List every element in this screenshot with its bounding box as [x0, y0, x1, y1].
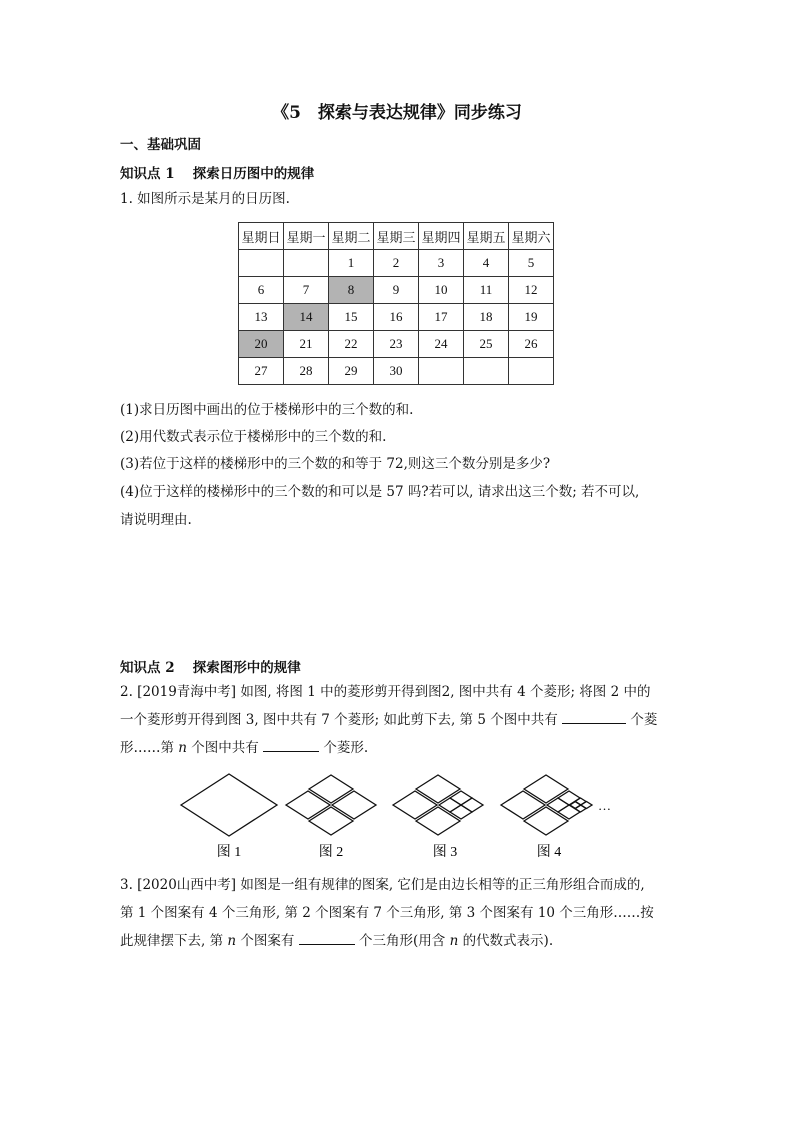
calendar-cell: 25	[464, 331, 509, 358]
calendar-cell: 8	[329, 277, 374, 304]
calendar-header-row	[239, 223, 554, 250]
calendar-cell	[284, 250, 329, 277]
calendar-cell: 5	[509, 250, 554, 277]
calendar-header-cell: 星期四	[419, 223, 464, 250]
answer-blank[interactable]	[562, 711, 626, 724]
calendar-cell: 29	[329, 358, 374, 385]
rhombus-shape	[309, 807, 353, 835]
calendar-cell: 12	[509, 277, 554, 304]
variable-n: n	[178, 740, 187, 756]
question-3-text: 个三角形(用含	[358, 933, 446, 949]
question-1-part-1: (1)求日历图中画出的位于楼梯形中的三个数的和.	[120, 402, 414, 418]
question-2-text: 一个菱形剪开得到图 3, 图中共有 7 个菱形; 如此剪下去, 第 5 个图中共有	[120, 712, 558, 728]
knowledge-point-2: 知识点 2 探索图形中的规律	[120, 660, 301, 676]
question-1-stem: 1. 如图所示是某月的日历图.	[120, 191, 290, 207]
calendar-cell: 7	[284, 277, 329, 304]
rhombus-shape	[524, 807, 568, 835]
question-3-line-1: 3. [2020山西中考] 如图是一组有规律的图案, 它们是由边长相等的正三角形组合而成的,	[120, 877, 645, 893]
calendar-header-cell: 星期三	[374, 223, 419, 250]
rhombus-shape	[286, 791, 330, 819]
rhombus-shape	[309, 775, 353, 803]
rhombus-shape	[332, 791, 376, 819]
answer-blank[interactable]	[263, 739, 319, 752]
calendar-cell: 26	[509, 331, 554, 358]
calendar-cell: 24	[419, 331, 464, 358]
calendar-cell: 3	[419, 250, 464, 277]
calendar-cell: 10	[419, 277, 464, 304]
question-1-part-3: (3)若位于这样的楼梯形中的三个数的和等于 72,则这三个数分别是多少?	[120, 456, 551, 472]
calendar-cell: 19	[509, 304, 554, 331]
question-2-text: 形……第	[120, 740, 174, 756]
calendar-row	[239, 250, 554, 277]
question-2-line-1: 2. [2019青海中考] 如图, 将图 1 中的菱形剪开得到图2, 图中共有 4 个菱形; 将图 2 中的	[120, 684, 651, 700]
calendar-cell	[464, 358, 509, 385]
page-title: 《5 探索与表达规律》同步练习	[272, 103, 522, 123]
calendar-cell: 22	[329, 331, 374, 358]
rhombus-shape	[581, 802, 592, 809]
rhombus-figures	[170, 770, 630, 865]
rhombus-shape	[501, 791, 545, 819]
question-1-part-2: (2)用代数式表示位于楼梯形中的三个数的和.	[120, 429, 387, 445]
calendar-cell: 18	[464, 304, 509, 331]
calendar-cell: 21	[284, 331, 329, 358]
calendar-header-cell: 星期五	[464, 223, 509, 250]
rhombus-shape	[524, 775, 568, 803]
rhombus-shape	[461, 798, 483, 812]
calendar-cell: 9	[374, 277, 419, 304]
figure-label: 图 2	[318, 845, 344, 860]
variable-n: n	[449, 933, 459, 949]
rhombus-shape	[416, 775, 460, 803]
calendar-cell: 4	[464, 250, 509, 277]
question-3-text: 个图案有	[240, 933, 295, 949]
calendar-cell: 23	[374, 331, 419, 358]
calendar-cell: 13	[239, 304, 284, 331]
section-heading: 一、基础巩固	[120, 137, 201, 153]
calendar-cell: 1	[329, 250, 374, 277]
calendar-cell: 28	[284, 358, 329, 385]
figure-label: 图 1	[216, 845, 242, 860]
calendar-row	[239, 304, 554, 331]
calendar-cell: 6	[239, 277, 284, 304]
calendar-cell: 15	[329, 304, 374, 331]
figure-label: 图 4	[536, 845, 562, 860]
question-3-text: 的代数式表示).	[462, 933, 554, 949]
question-3-line-3	[120, 928, 553, 955]
variable-n: n	[227, 933, 237, 949]
question-2-text: 个菱形.	[323, 740, 369, 756]
rhombus-shape	[181, 774, 277, 836]
question-2-line-3	[120, 735, 368, 762]
calendar-cell: 27	[239, 358, 284, 385]
calendar-cell: 2	[374, 250, 419, 277]
calendar-cell: 30	[374, 358, 419, 385]
calendar-cell: 20	[239, 331, 284, 358]
calendar-cell: 17	[419, 304, 464, 331]
calendar-row	[239, 358, 554, 385]
calendar-cell	[419, 358, 464, 385]
rhombus-shape	[416, 807, 460, 835]
calendar-header-cell: 星期二	[329, 223, 374, 250]
question-3-text: 此规律摆下去, 第	[120, 933, 224, 949]
ellipsis: …	[598, 798, 611, 813]
calendar-cell: 16	[374, 304, 419, 331]
question-3-line-2: 第 1 个图案有 4 个三角形, 第 2 个图案有 7 个三角形, 第 3 个图案有 10 个三角形……按	[120, 905, 654, 921]
question-2-line-2	[120, 707, 657, 734]
calendar-header-cell: 星期一	[284, 223, 329, 250]
calendar-cell: 11	[464, 277, 509, 304]
question-2-text: 个图中共有	[191, 740, 259, 756]
calendar-row	[239, 277, 554, 304]
calendar-header-cell: 星期六	[509, 223, 554, 250]
figure-label: 图 3	[432, 845, 458, 860]
calendar-row	[239, 331, 554, 358]
calendar-header-cell: 星期日	[239, 223, 284, 250]
calendar-cell	[509, 358, 554, 385]
answer-blank[interactable]	[299, 932, 355, 945]
question-2-text: 个菱	[630, 712, 658, 728]
question-1-part-4-cont: 请说明理由.	[120, 512, 192, 528]
knowledge-point-1: 知识点 1 探索日历图中的规律	[120, 166, 315, 182]
rhombus-shape	[393, 791, 437, 819]
calendar-cell	[239, 250, 284, 277]
calendar-cell: 14	[284, 304, 329, 331]
calendar-table	[238, 222, 554, 385]
question-1-part-4: (4)位于这样的楼梯形中的三个数的和可以是 57 吗?若可以, 请求出这三个数; 若不可以,	[120, 484, 640, 500]
